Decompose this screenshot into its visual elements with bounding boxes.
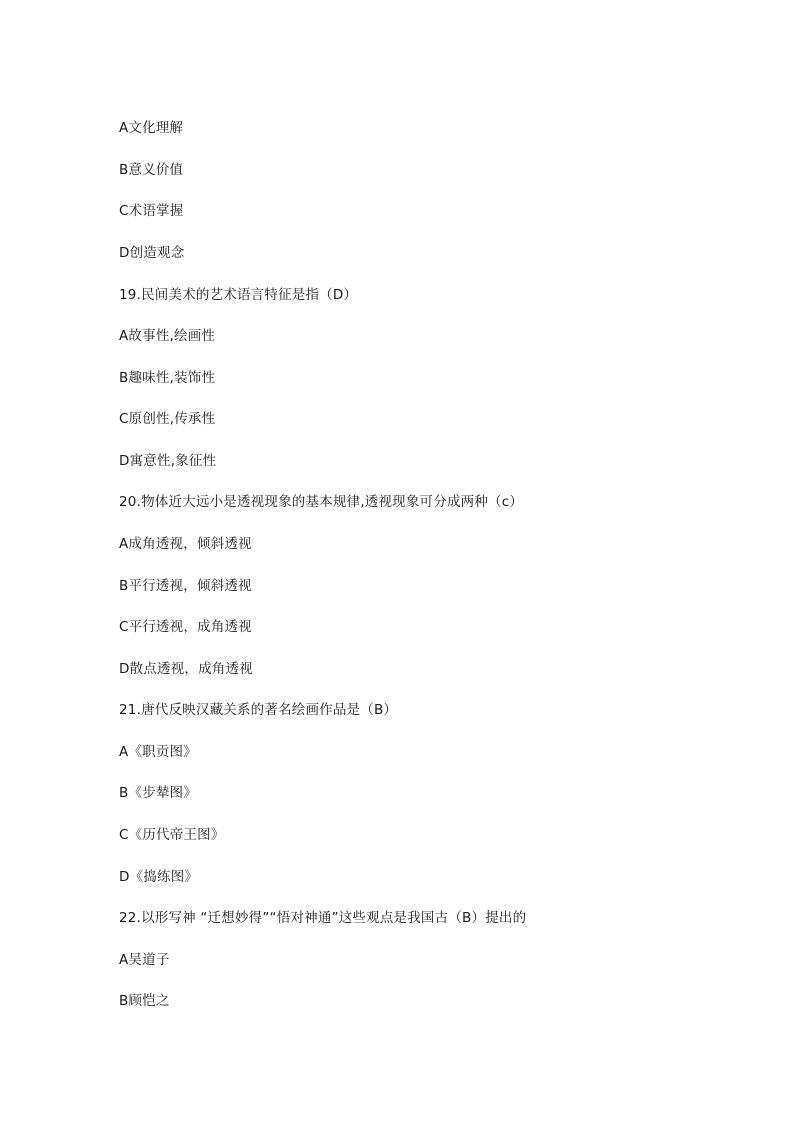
q20-option-c: C平行透视，成角透视 <box>119 619 252 635</box>
q22-option-b: B顾恺之 <box>119 993 170 1009</box>
option-a-line: A文化理解 <box>119 120 184 136</box>
option-d-line: D创造观念 <box>119 245 185 261</box>
q20-option-d: D散点透视，成角透视 <box>119 661 253 677</box>
question-20: 20.物体近大远小是透视现象的基本规律,透视现象可分成两种（c） <box>119 494 524 510</box>
option-c-line: C术语掌握 <box>119 203 184 219</box>
q21-option-b: B《步辇图》 <box>119 785 197 801</box>
q20-option-b: B平行透视，倾斜透视 <box>119 578 252 594</box>
question-22: 22.以形写神 “迁想妙得”“悟对神通”这些观点是我国古（B）提出的 <box>119 910 527 926</box>
q21-option-d: D《捣练图》 <box>119 869 199 885</box>
q21-option-c: C《历代帝王图》 <box>119 827 225 843</box>
q19-option-d: D寓意性,象征性 <box>119 453 217 469</box>
q19-option-a: A故事性,绘画性 <box>119 328 216 344</box>
q21-option-a: A《职贡图》 <box>119 744 197 760</box>
q19-option-c: C原创性,传承性 <box>119 411 216 427</box>
question-21: 21.唐代反映汉藏关系的著名绘画作品是（B） <box>119 702 398 718</box>
question-19: 19.民间美术的艺术语言特征是指（D） <box>119 287 358 303</box>
q20-option-a: A成角透视，倾斜透视 <box>119 536 252 552</box>
q22-option-a: A吴道子 <box>119 952 170 968</box>
option-b-line: B意义价值 <box>119 162 184 178</box>
q19-option-b: B趣味性,装饰性 <box>119 370 216 386</box>
